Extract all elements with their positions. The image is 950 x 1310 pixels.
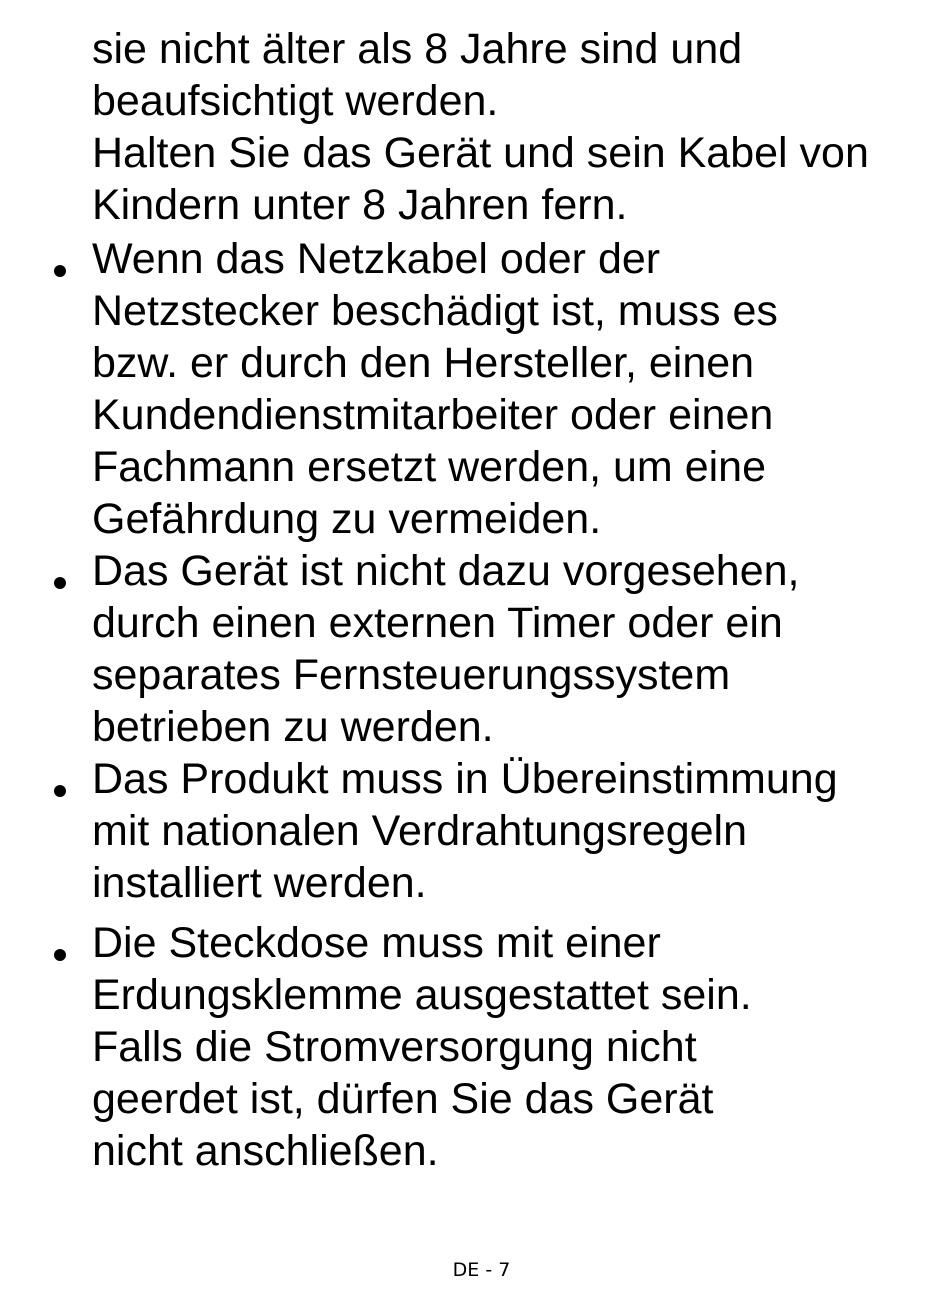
bullet-line: Falls die Stromversorgung nicht [92,1023,697,1071]
bullet-item-timer [92,545,932,753]
paragraph-line: Kindern unter 8 Jahren fern. [92,181,628,229]
bullet-line: Das Produkt muss in Übereinstimmung [92,755,838,803]
continuation-paragraph [92,23,932,231]
bullet-icon [54,949,66,961]
bullet-line: Wenn das Netzkabel oder der [92,235,661,283]
bullet-line: geerdet ist, dürfen Sie das Gerät [92,1075,714,1123]
bullet-item-wiring [92,753,932,909]
bullet-line: Das Gerät ist nicht dazu vorgesehen, [92,547,800,595]
paragraph-line: beaufsichtigt werden. [92,77,499,125]
page-footer [0,1258,950,1282]
page-number: DE - 7 [452,1259,511,1281]
bullet-icon [54,577,66,589]
paragraph-line: Halten Sie das Gerät und sein Kabel von [92,129,869,177]
bullet-line: mit nationalen Verdrahtungsregeln [92,807,747,855]
bullet-line: bzw. er durch den Hersteller, einen [92,339,755,387]
bullet-line: Gefährdung zu vermeiden. [92,495,602,543]
bullet-line: nicht anschließen. [92,1127,439,1175]
bullet-line: betrieben zu werden. [92,703,494,751]
bullet-line: Kundendienstmitarbeiter oder einen [92,391,774,439]
bullet-icon [54,265,66,277]
bullet-line: Fachmann ersetzt werden, um eine [92,443,766,491]
bullet-item-grounding [92,917,932,1177]
paragraph-line: sie nicht älter als 8 Jahre sind und [92,25,743,73]
bullet-line: installiert werden. [92,859,427,907]
bullet-line: Netzstecker beschädigt ist, muss es [92,287,778,335]
bullet-line: Erdungsklemme ausgestattet sein. [92,971,752,1019]
bullet-item-power-cord [92,233,932,545]
bullet-icon [54,785,66,797]
bullet-line: Die Steckdose muss mit einer [92,919,661,967]
bullet-line: durch einen externen Timer oder ein [92,599,783,647]
bullet-line: separates Fernsteuerungssystem [92,651,731,699]
